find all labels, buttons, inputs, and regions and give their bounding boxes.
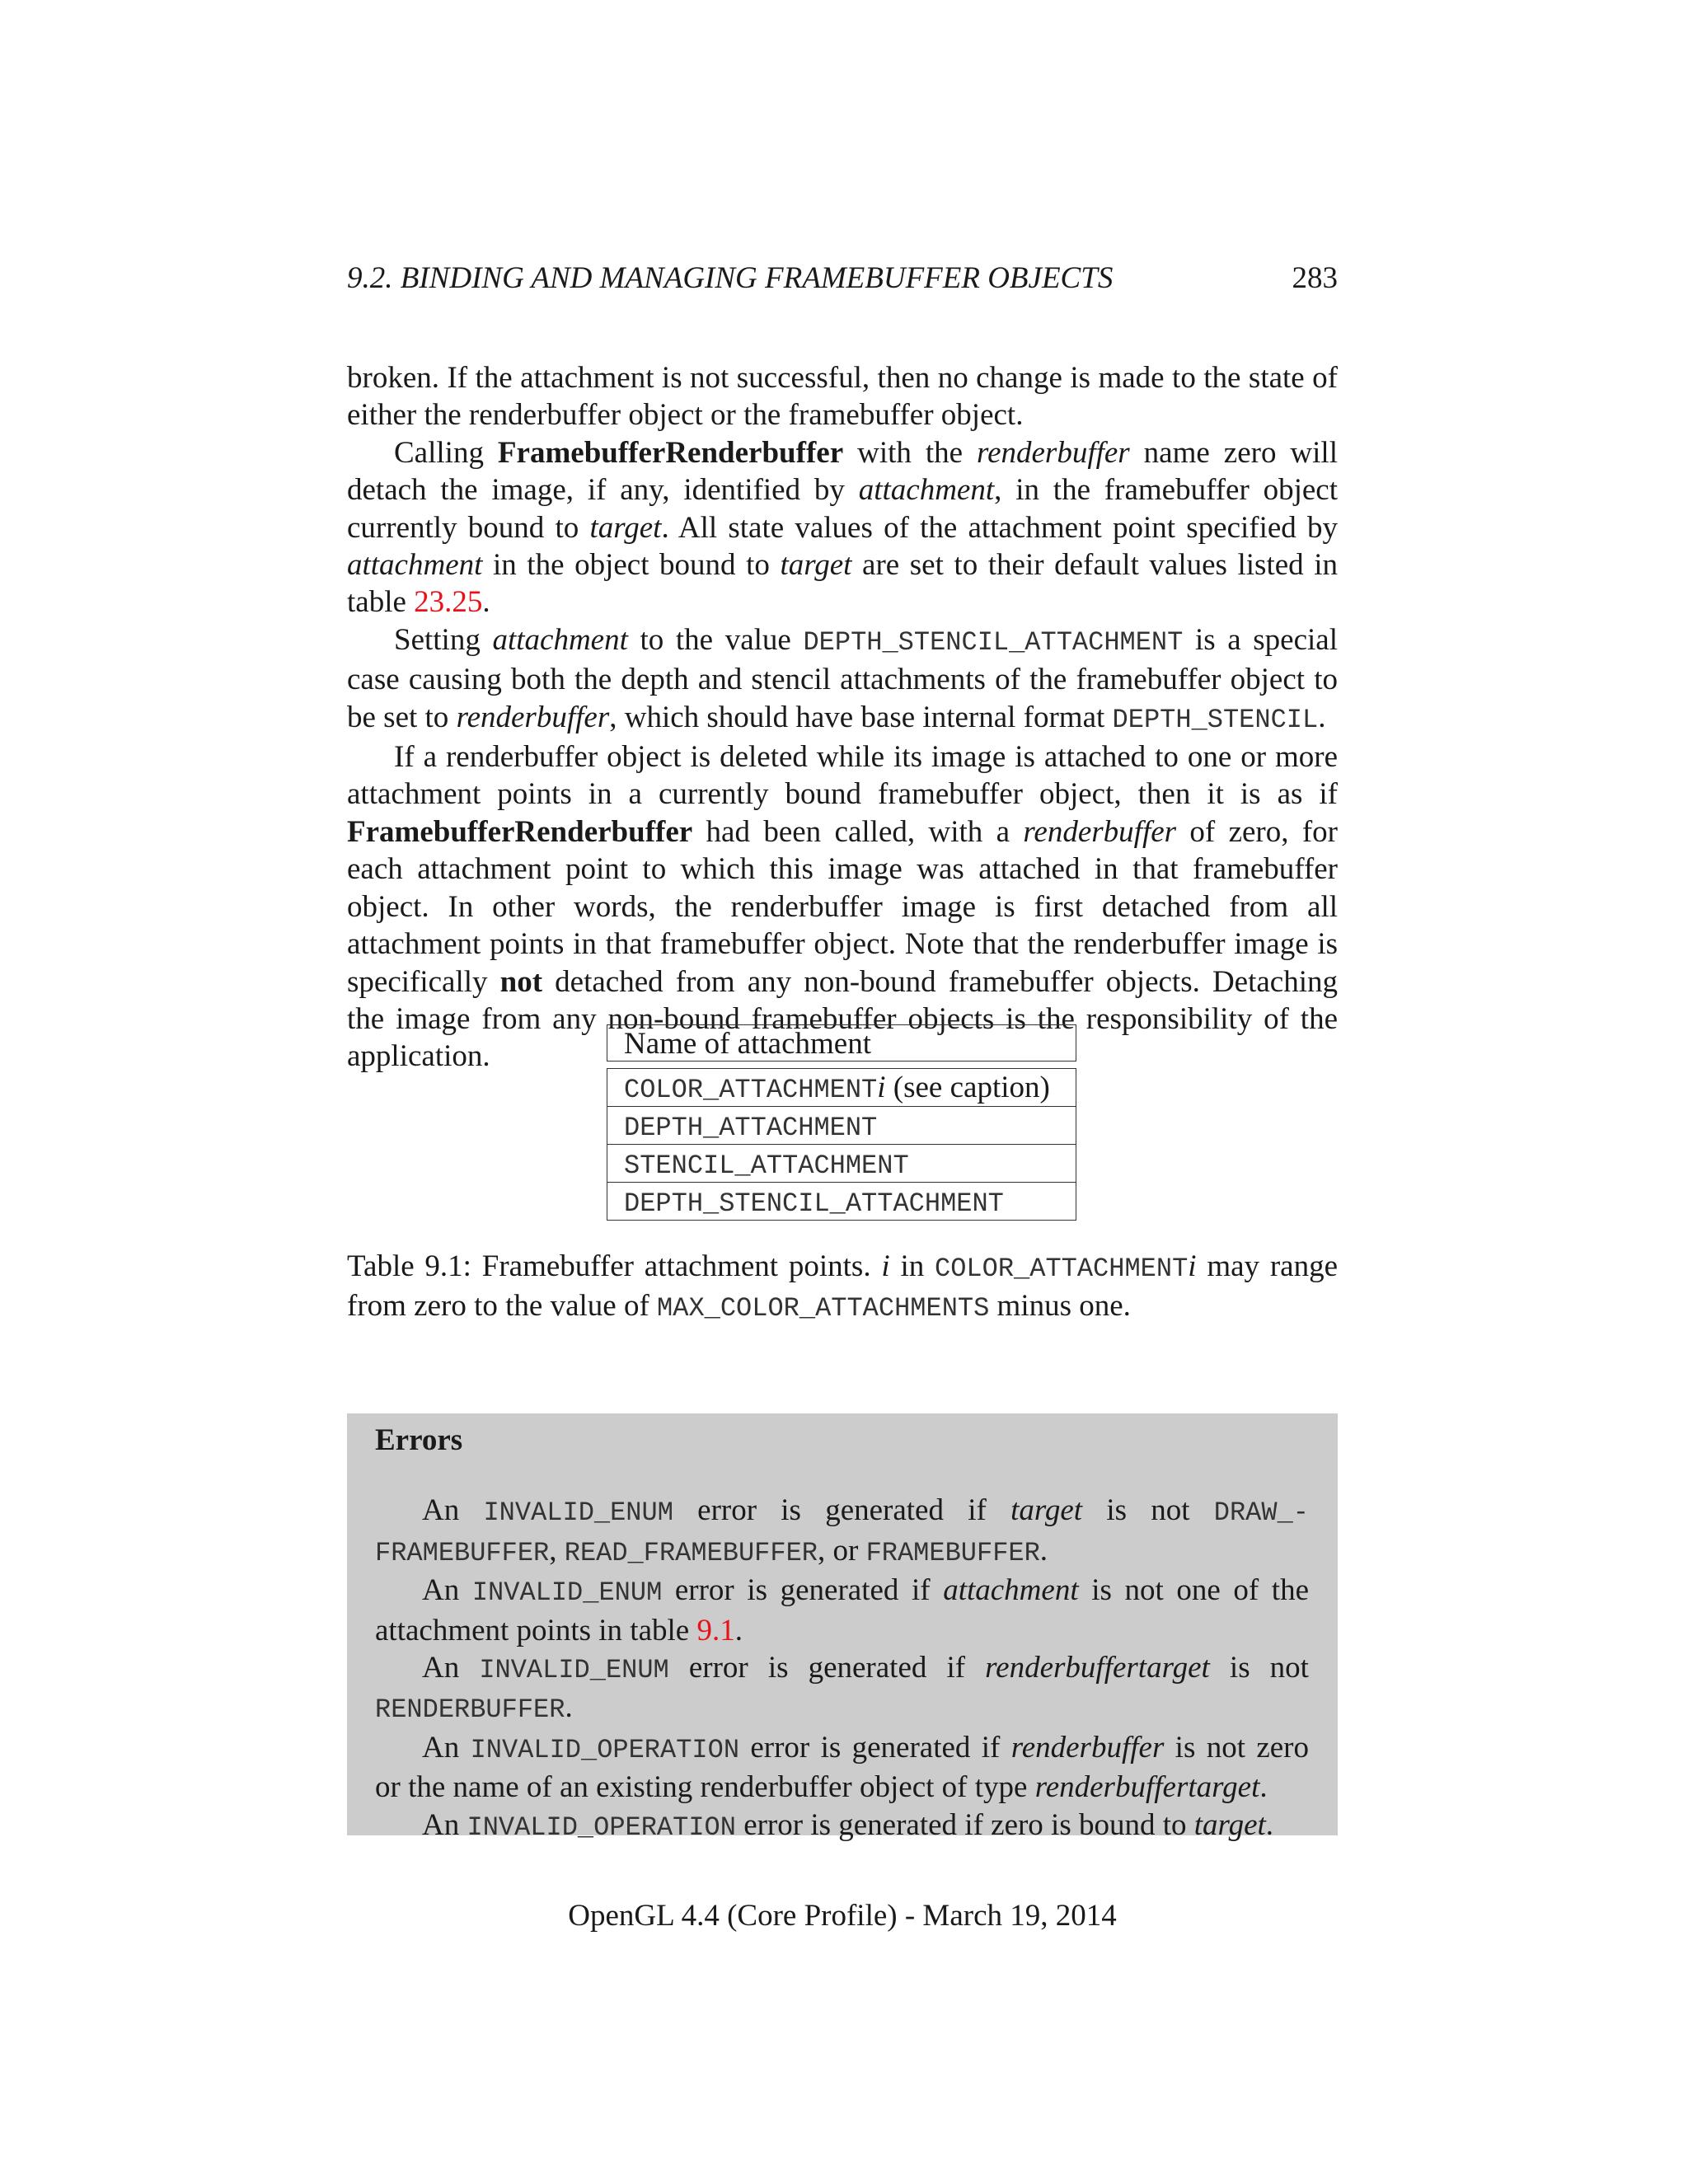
- paragraph-2: Calling FramebufferRenderbuffer with the renderbuffer name zero will detach the image, if any, identified by attachment, in the framebuffer object currently bound to target. All state values of the attachment point specified by attachment in the object bound to target are set to their default values listed in table 23.25.: [347, 435, 1339, 620]
- errors-title: Errors: [375, 1423, 463, 1457]
- paragraph-1: broken. If the attachment is not successful, then no change is made to the state of either the renderbuffer object or the framebuffer object.: [347, 361, 1338, 433]
- paragraph-3: Setting attachment to the value DEPTH_STENCIL_ATTACHMENT is a special case causing both the depth and stencil attachments of the framebuffer object to be set to renderbuffer, which should have base internal format DEPTH_STENCIL.: [347, 622, 1339, 735]
- table-row: DEPTH_ATTACHMENT: [607, 1107, 1076, 1145]
- attachment-table: [607, 1024, 1076, 1221]
- errors-box: [347, 1413, 1338, 1843]
- table-body: [607, 1068, 1076, 1221]
- section-title: 9.2. BINDING AND MANAGING FRAMEBUFFER OBJECTS: [347, 261, 1114, 295]
- error-item: An INVALID_OPERATION error is generated if renderbuffer is not zero or the name of an existing renderbuffer object of type renderbuffertarget.: [375, 1730, 1309, 1805]
- body-text: [347, 359, 1338, 1076]
- error-item: An INVALID_ENUM error is generated if attachment is not one of the attachment points in table 9.1.: [375, 1573, 1309, 1647]
- table-row: COLOR_ATTACHMENTi (see caption): [607, 1069, 1076, 1107]
- paragraph-4: If a renderbuffer object is deleted while its image is attached to one or more attachment points in a currently bound framebuffer object, then it is as if FramebufferRenderbuffer had been called, with a renderbuffer of zero, for each attachment point to which this image was attached in that framebuffer object. In other words, the renderbuffer image is first detached from all attachment points in that framebuffer object. Note that the renderbuffer image is specifically not detached from any non-bound framebuffer objects. Detaching the image from any non-bound framebuffer objects is the responsibility of the application.: [347, 740, 1338, 1074]
- error-item: An INVALID_ENUM error is generated if renderbuffertarget is not RENDERBUFFER.: [375, 1651, 1309, 1726]
- table-reference-link[interactable]: 9.1: [696, 1613, 735, 1647]
- table-reference-link[interactable]: 23.25: [414, 585, 483, 620]
- table-caption: Table 9.1: Framebuffer attachment points. i in COLOR_ATTACHMENTi may range from zero to the value of MAX_COLOR_ATTACHMENTS minus one.: [347, 1249, 1338, 1324]
- running-header: [347, 260, 1338, 302]
- table-row: DEPTH_STENCIL_ATTACHMENT: [607, 1183, 1076, 1221]
- page-footer: OpenGL 4.4 (Core Profile) - March 19, 2014: [568, 1899, 1117, 1933]
- table-row: STENCIL_ATTACHMENT: [607, 1145, 1076, 1183]
- error-item: An INVALID_OPERATION error is generated if zero is bound to target.: [422, 1807, 1274, 1843]
- page-number: 283: [1292, 261, 1338, 295]
- table-header: Name of attachment: [607, 1024, 1076, 1062]
- error-item: An INVALID_ENUM error is generated if target is not DRAW_-FRAMEBUFFER, READ_FRAMEBUFFER, or FRAMEBUFFER.: [375, 1493, 1309, 1568]
